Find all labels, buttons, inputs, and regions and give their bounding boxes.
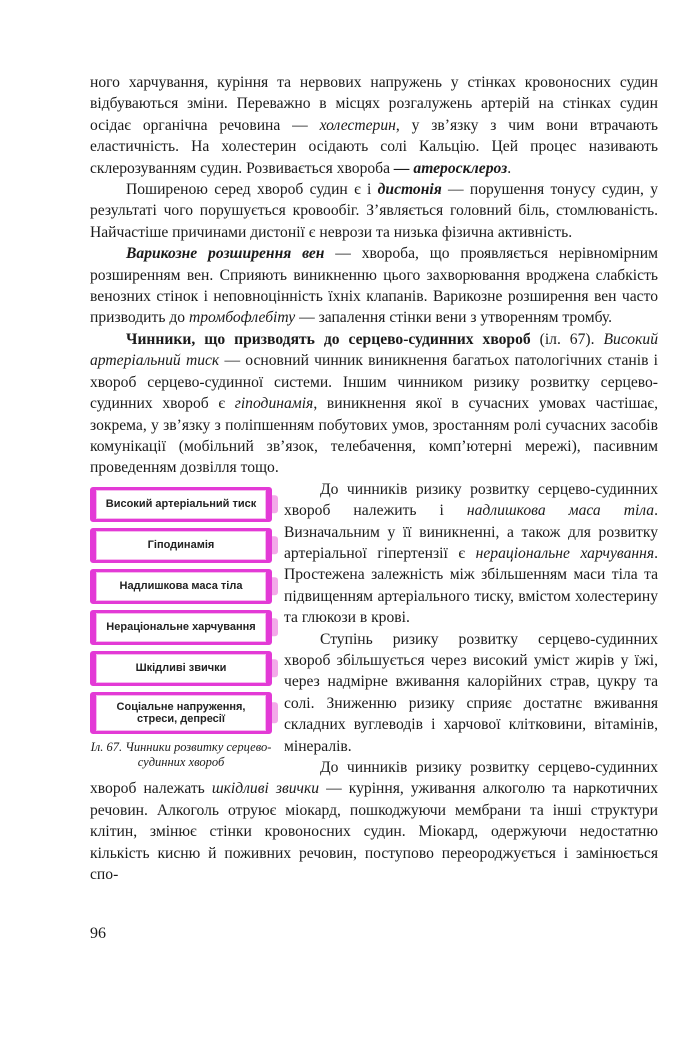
figure-caption: Іл. 67. Чинники розвитку серцево-судинних хвороб [90, 739, 272, 769]
paragraph-6: Ступінь ризику розвитку серцево-судинних хвороб збільшується через високий уміст жирів у їжі, через надмірне вживання калорійних страв, цукру та солі. Зниженню ризику сприяє достатнє вживання складних вуглеводів і харчової клітковини, вітамінів, мінералів. [284, 630, 658, 755]
figure-item-poor-nutrition: Нераціональне харчування [90, 610, 272, 645]
page-body [90, 72, 658, 885]
paragraph-1: ного харчування, куріння та нервових напружень у стінках кровоносних судин відбуваються зміни. Переважно в місцях розгалужень артерій на стінках судин осідає органічна речовина — холестерин, у зв’язку з чим вони втрачають еластичність. На холестерин осідають солі Кальцію. Цей процес називають склерозуванням судин. Розвивається хвороба — атеросклероз. [90, 74, 658, 177]
paragraph-5: До чинників ризику розвитку серцево-судинних хвороб належить і надлишкова маса тіла. Визначальним у її виникненні, а також для розвитку артеріальної гіпертензії є нераціональне харчування. Простежена залежність між збільшенням маси тіла та підвищенням артеріального тиску, вмістом холестерину та глюкози в крові. [284, 480, 659, 627]
figure-item-high-blood-pressure: Високий артеріальний тиск [90, 487, 272, 522]
paragraph-3: Варикозне розширення вен — хвороба, що проявляється нерівномірним розширенням вен. Сприяють виникненню цього захворювання вроджена слабкість венозних стінок і неповноцінність їхніх клапанів. Варикозне розширення вен часто призводить до тромбофлебіту — запалення стінки вени з утворенням тромбу. [90, 245, 658, 327]
paragraph-4-intro: Чинники, що призводять до серцево-судинних хвороб (іл. 67). Високий артеріальний тиск — основний чинник виникнення багатьох патологічних станів і хвороб серцево-судинної системи. Іншим чинником ризику розвитку серцево-судинних хвороб є гіподинамія, виникнення якої в сучасних умовах частішає, зокрема, у зв’язку з поліпшенням побутових умов, зростанням ролі сучасних засобів комунікації (мобільний зв’язок, телебачення, комп’ютерні мережі), пасивним проведенням дозвілля тощо. [90, 330, 658, 477]
paragraph-7: До чинників ризику розвитку серцево-судинних хвороб належать шкідливі звички — куріння, уживання алкоголю та наркотичних речовин. Алкоголь отруює міокард, пошкоджуючи мембрани та інші структури клітин, змінює стінки кровоносних судин. Міокард, одержуючи недостатню кількість кисню й поживних речовин, поступово переороджується і замінюється спо- [90, 759, 659, 884]
risk-factors-figure [90, 487, 272, 770]
paragraph-2: Поширеною серед хвороб судин є і дистонія — порушення тонусу судин, у результаті чого порушується кровообіг. З’являється головний біль, стомлюваність. Найчастіше причинами дистонії є неврози та низька фізична активність. [90, 181, 658, 241]
figure-item-bad-habits: Шкідливі звички [90, 651, 272, 686]
figure-item-excess-weight: Надлишкова маса тіла [90, 569, 272, 604]
figure-item-social-stress: Соціальне напруження, стреси, депресії [90, 692, 272, 734]
figure-item-hypodynamia: Гіподинамія [90, 528, 272, 563]
page-number: 96 [90, 925, 106, 942]
